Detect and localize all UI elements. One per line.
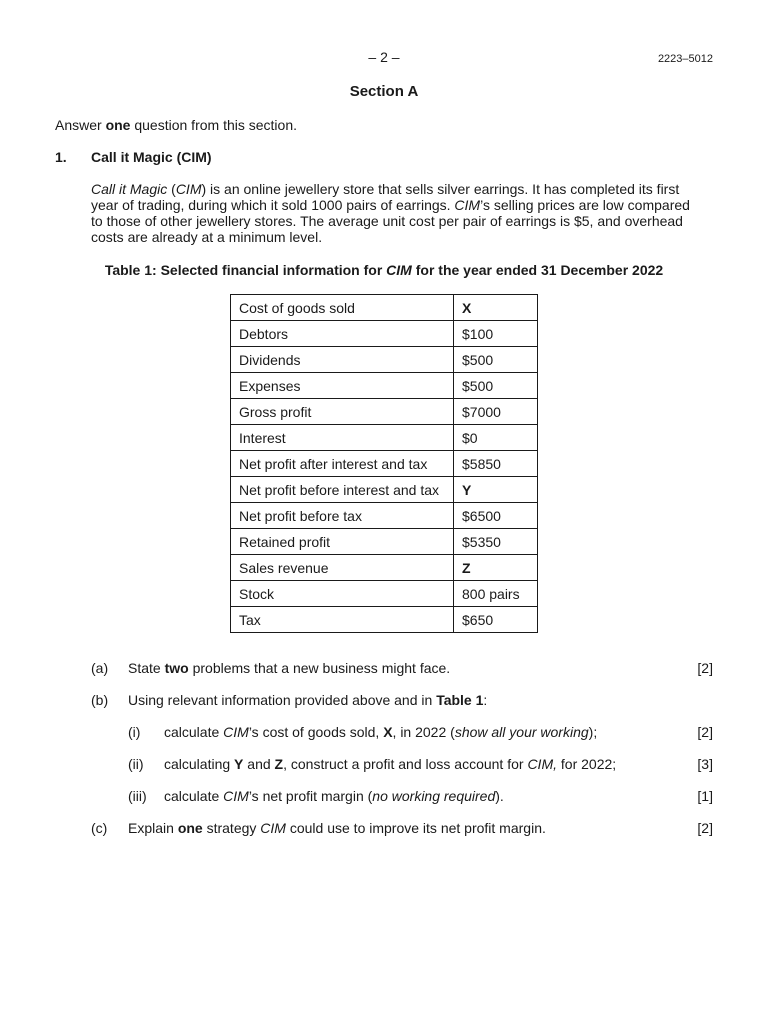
table-cell-label: Interest: [231, 425, 454, 451]
table-cell-value: Z: [454, 555, 538, 581]
table-cell-label: Gross profit: [231, 399, 454, 425]
table-cell-label: Retained profit: [231, 529, 454, 555]
part-c-text: Explain one strategy CIM could use to improve its net profit margin.: [128, 820, 546, 836]
table-cell-value: $500: [454, 347, 538, 373]
table-cell-value: $650: [454, 607, 538, 633]
table-row: [231, 607, 538, 633]
table-cell-label: Stock: [231, 581, 454, 607]
part-b-i-label: (i): [128, 724, 141, 740]
table-cell-value: 800 pairs: [454, 581, 538, 607]
table-row: [231, 321, 538, 347]
table-cell-value: $0: [454, 425, 538, 451]
table-cell-label: Debtors: [231, 321, 454, 347]
table-row: [231, 477, 538, 503]
section-instruction: Answer one question from this section.: [55, 117, 297, 133]
table-row: [231, 555, 538, 581]
table-row: [231, 295, 538, 321]
question-title: Call it Magic (CIM): [91, 149, 212, 165]
table-cell-value: $5350: [454, 529, 538, 555]
table-cell-label: Net profit before interest and tax: [231, 477, 454, 503]
document-code: 2223–5012: [657, 53, 713, 65]
question-intro: Call it Magic (CIM) is an online jewellery store that sells silver earrings. It has completed its first year of trading, during which it sold 1000 pairs of earrings. CIM’s selling prices are low compared to those of other jewellery stores. The average unit cost per pair of earrings is $5, and overhead costs are already at a minimum level.: [91, 181, 690, 245]
table-cell-value: $100: [454, 321, 538, 347]
table-cell-value: $500: [454, 373, 538, 399]
table-cell-label: Net profit before tax: [231, 503, 454, 529]
section-title: Section A: [349, 83, 419, 100]
table-caption: Table 1: Selected financial information for CIM for the year ended 31 December 2022: [104, 262, 664, 278]
table-row: [231, 399, 538, 425]
financial-table: [230, 294, 538, 633]
part-b-ii-label: (ii): [128, 756, 144, 772]
part-b-i-text: calculate CIM’s cost of goods sold, X, in 2022 (show all your working);: [164, 724, 598, 740]
table-cell-value: $5850: [454, 451, 538, 477]
table-row: [231, 503, 538, 529]
table-cell-label: Net profit after interest and tax: [231, 451, 454, 477]
part-b-label: (b): [91, 692, 109, 708]
table-row: [231, 347, 538, 373]
part-b-text: Using relevant information provided above and in Table 1:: [128, 692, 488, 708]
table-cell-label: Sales revenue: [231, 555, 454, 581]
table-row: [231, 373, 538, 399]
table-cell-label: Cost of goods sold: [231, 295, 454, 321]
question-number: 1.: [55, 149, 67, 165]
table-cell-value: $6500: [454, 503, 538, 529]
part-b-iii-marks: [1]: [697, 788, 713, 804]
part-b-i-marks: [2]: [697, 724, 713, 740]
table-cell-value: $7000: [454, 399, 538, 425]
part-b-ii-marks: [3]: [697, 756, 713, 772]
part-c-marks: [2]: [697, 820, 713, 836]
part-a-marks: [2]: [697, 660, 713, 676]
table-row: [231, 425, 538, 451]
table-row: [231, 451, 538, 477]
part-b-ii-text: calculating Y and Z, construct a profit and loss account for CIM, for 2022;: [164, 756, 617, 772]
table-cell-label: Tax: [231, 607, 454, 633]
table-cell-label: Dividends: [231, 347, 454, 373]
part-b-iii-text: calculate CIM’s net profit margin (no working required).: [164, 788, 504, 804]
table-row: [231, 529, 538, 555]
part-b-iii-label: (iii): [128, 788, 147, 804]
part-c-label: (c): [91, 820, 108, 836]
table-cell-label: Expenses: [231, 373, 454, 399]
part-a-text: State two problems that a new business might face.: [128, 660, 451, 676]
table-cell-value: X: [454, 295, 538, 321]
part-a-label: (a): [91, 660, 109, 676]
table-row: [231, 581, 538, 607]
page-number: – 2 –: [368, 49, 400, 65]
table-cell-value: Y: [454, 477, 538, 503]
